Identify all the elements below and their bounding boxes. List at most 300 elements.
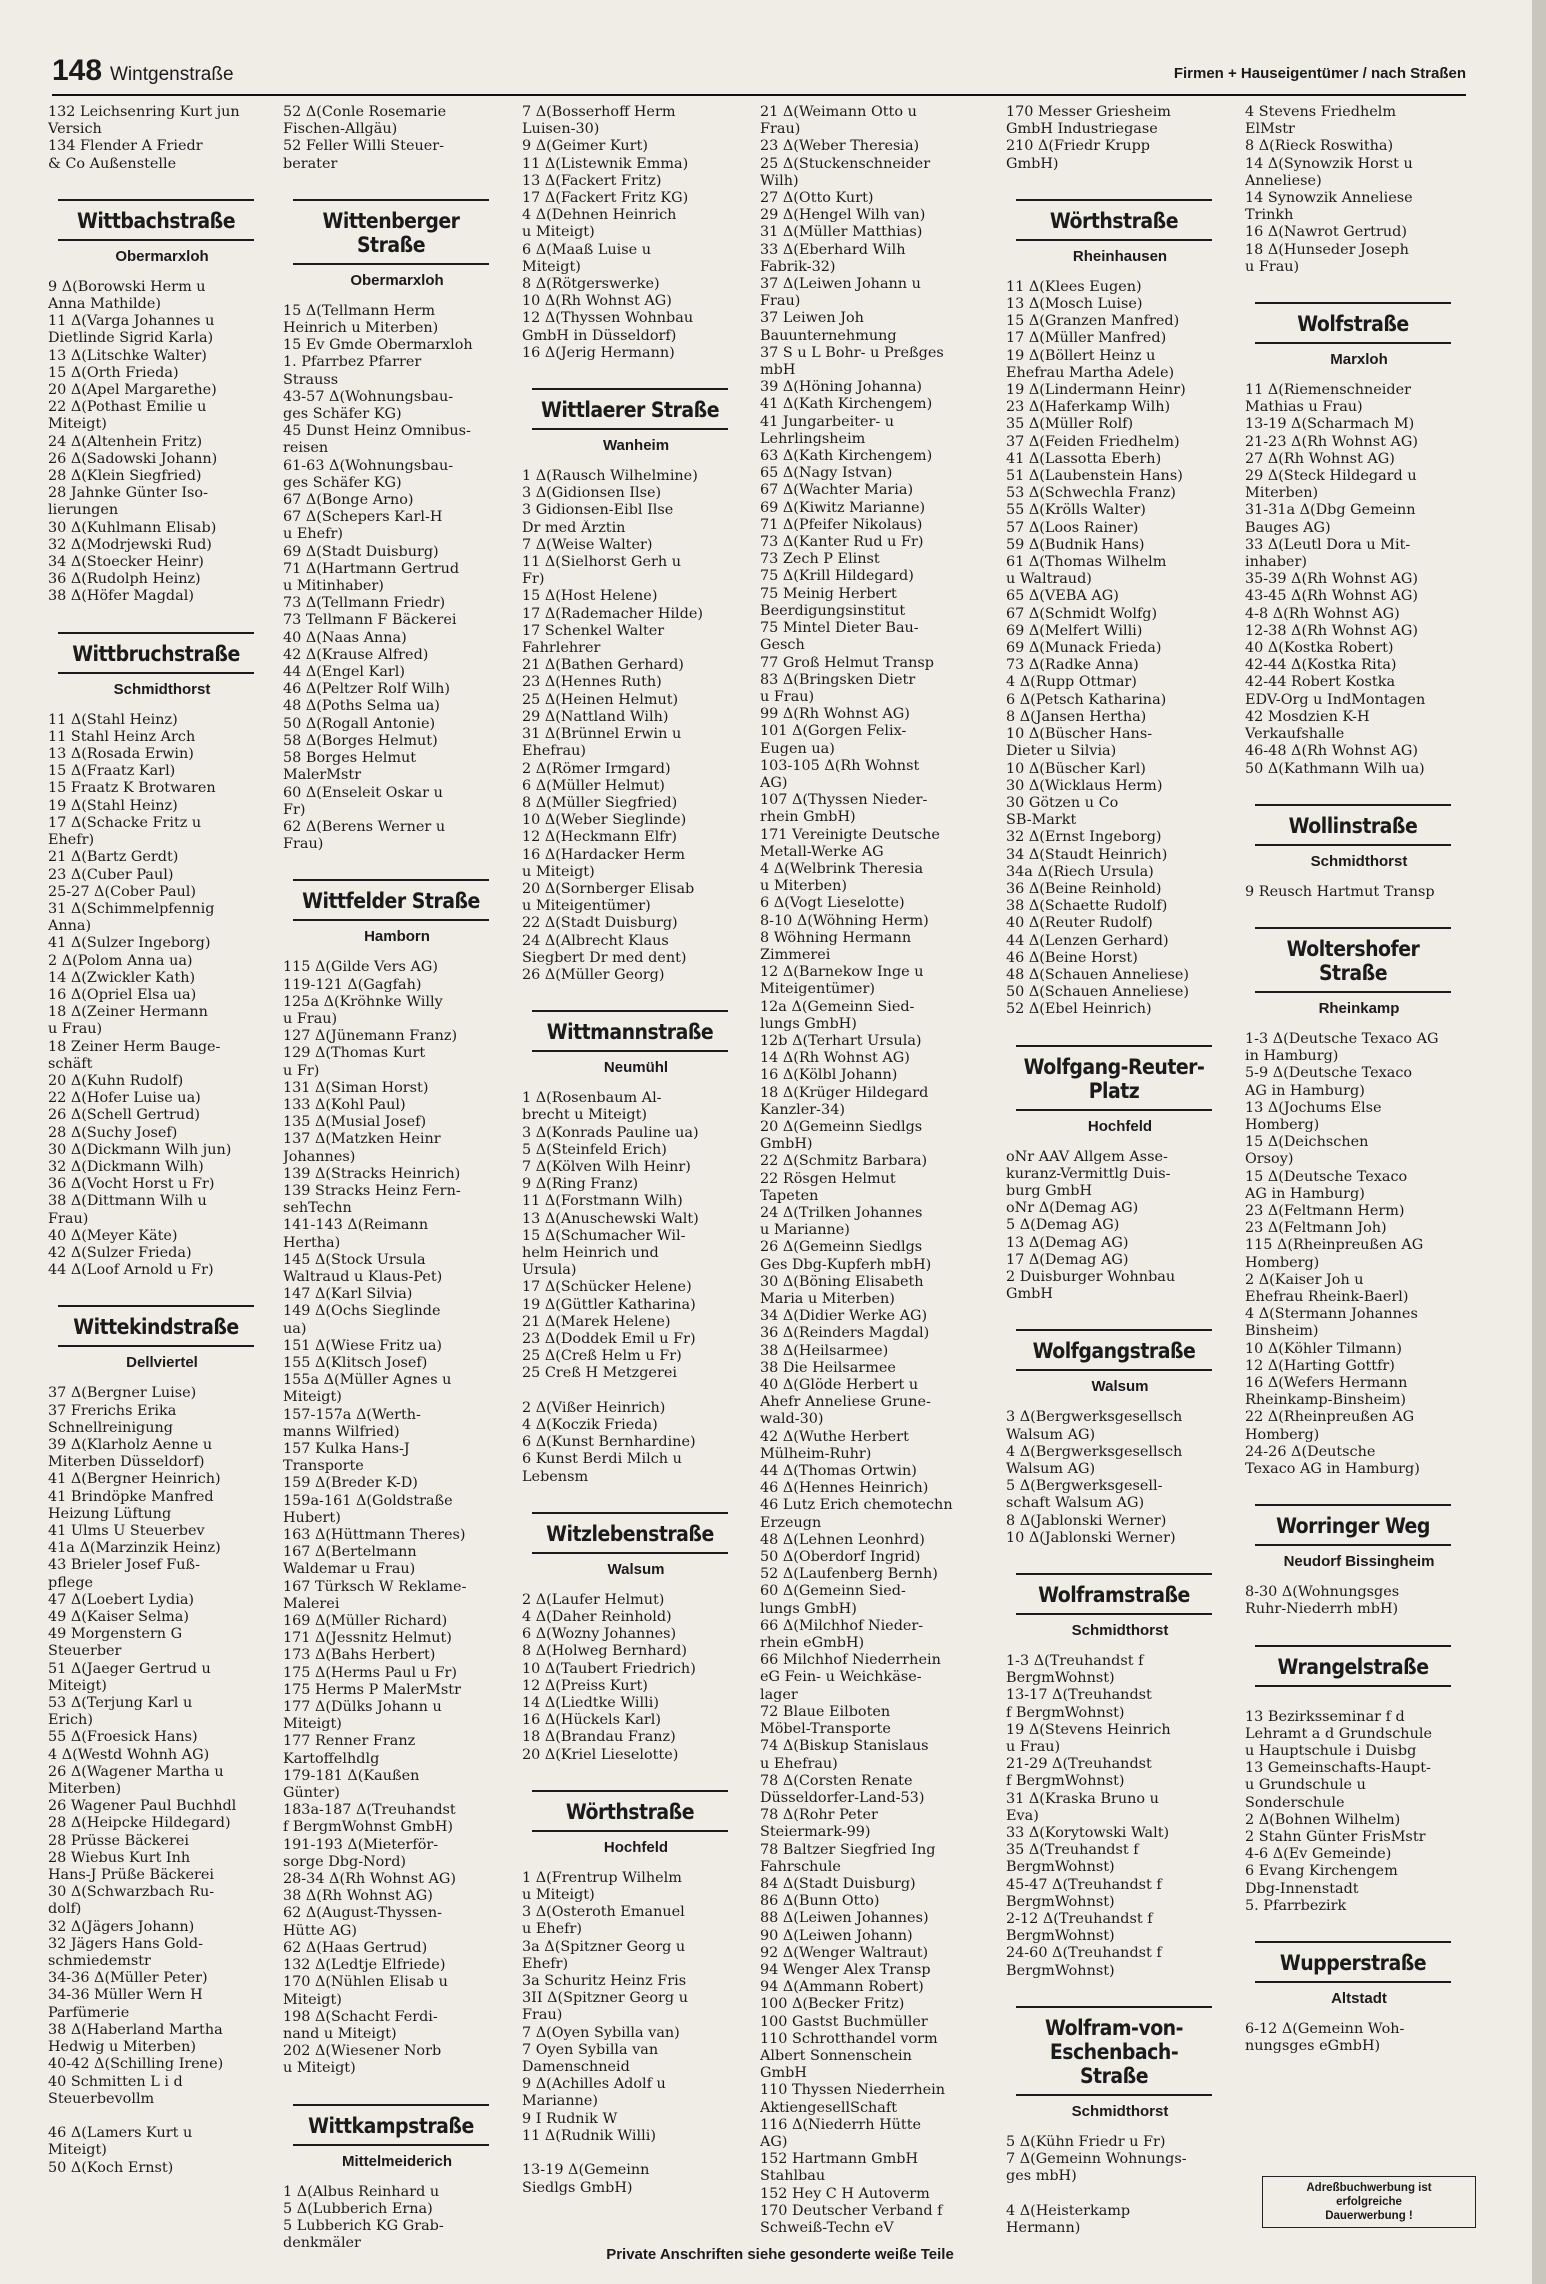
entry-line: 134 Flender A Friedr <box>48 138 203 155</box>
entry-line: 155 Δ(Klitsch Josef) <box>283 1354 428 1371</box>
entry-line: 26 Δ(Schell Gertrud) <box>48 1107 201 1124</box>
entry-line: 133 Δ(Kohl Paul) <box>283 1096 406 1113</box>
entry-line: 13-17 Δ(Treuhandst <box>1006 1687 1152 1704</box>
entry-line: 15 Δ(Fraatz Karl) <box>48 763 176 780</box>
entry-line: lager <box>760 1686 798 1703</box>
entry-line: 16 Δ(Wefers Hermann <box>1245 1374 1408 1391</box>
entry-line: 24 Δ(Altenhein Fritz) <box>48 433 203 450</box>
entry-line: ua) <box>283 1320 307 1337</box>
entry-line: u Ehefr) <box>522 1921 582 1938</box>
district-label: Neudorf Bissingheim <box>1283 1553 1435 1571</box>
entry-line: Anna) <box>48 918 92 935</box>
entry-line: 40-42 Δ(Schilling Irene) <box>48 2056 224 2073</box>
entry-line: 19 Δ(Lindermann Heinr) <box>1006 382 1186 399</box>
entry-line: Bauges AG) <box>1245 519 1331 536</box>
entry-line: 2 Δ(Laufer Helmut) <box>522 1591 665 1608</box>
entry-line: oNr AAV Allgem Asse- <box>1006 1148 1168 1165</box>
entry-line: 141-143 Δ(Reimann <box>283 1217 429 1234</box>
entry-line: u Frau) <box>1245 258 1300 275</box>
entry-line: 179-181 Δ(Kaußen <box>283 1767 420 1784</box>
entry-line: Düsseldorfer-Land-53) <box>760 1789 925 1806</box>
entry-line: 17 Δ(Müller Manfred) <box>1006 330 1167 347</box>
entry-line: 2 Stahn Günter FrisMstr <box>1245 1829 1426 1846</box>
entry-line: 20 Δ(Apel Margarethe) <box>48 382 217 399</box>
entry-line: 52 Δ(Conle Rosemarie <box>283 104 447 120</box>
entry-line: 24-60 Δ(Treuhandst f <box>1006 1945 1162 1962</box>
entry-line: 4 Stevens Friedhelm <box>1245 104 1396 120</box>
entry-line: Frau) <box>760 293 801 310</box>
entry-line: 40 Δ(Naas Anna) <box>283 629 407 646</box>
entry-line: u Frau) <box>1006 1739 1061 1756</box>
entry-line: u Grundschule u <box>1245 1777 1366 1794</box>
entry-line: 163 Δ(Hüttmann Theres) <box>283 1527 466 1544</box>
entry-line: 25-27 Δ(Cober Paul) <box>48 883 197 900</box>
entry-line: 177 Renner Franz <box>283 1733 416 1750</box>
district-label: Walsum <box>607 1560 665 1578</box>
entry-line: Waldemar u Frau) <box>283 1561 416 1578</box>
entry-line: 40 Δ(Reuter Rudolf) <box>1006 915 1153 932</box>
entry-line: GmbH <box>760 2065 807 2082</box>
entry-line: 19 Δ(Güttler Katharina) <box>522 1296 696 1313</box>
entry-line: 13 Bezirksseminar f d <box>1245 1708 1405 1725</box>
entry-line: u Mitinhaber) <box>283 578 384 595</box>
entry-line: 37 Δ(Bergner Luise) <box>48 1385 197 1402</box>
entry-line: GmbH Industriegase <box>1006 121 1158 138</box>
entry-line: Frau) <box>283 836 324 853</box>
entry-line: AG in Hamburg) <box>1245 1185 1365 1202</box>
entry-line: 27 Δ(Rh Wohnst AG) <box>1245 450 1395 467</box>
entry-line: denkmäler <box>283 2235 361 2252</box>
entry-line: Möbel-Transporte <box>760 1721 891 1738</box>
entry-line: f BergmWohnst) <box>1006 1773 1125 1790</box>
entry-line: 45 Dunst Heinz Omnibus- <box>283 423 471 440</box>
entry-line: 16 Δ(Hardacker Herm <box>522 846 686 863</box>
district-label: Schmidthorst <box>1310 852 1408 870</box>
entry-line: 14 Δ(Liedtke Willi) <box>522 1695 659 1712</box>
entry-line: 66 Δ(Milchhof Nieder- <box>760 1617 924 1634</box>
street-heading: Wolfgang-Reuter-Platz <box>1016 1045 1212 1111</box>
entry-line: 71 Δ(Pfeifer Nikolaus) <box>760 516 923 533</box>
entry-line: 12-38 Δ(Rh Wohnst AG) <box>1245 622 1419 639</box>
entry-line: 169 Δ(Müller Richard) <box>283 1613 448 1630</box>
entry-line: 107 Δ(Thyssen Nieder- <box>760 792 928 809</box>
entry-line: MalerMstr <box>283 767 362 784</box>
entry-line: 27 Δ(Otto Kurt) <box>760 190 874 207</box>
district-label: Schmidthorst <box>113 680 211 698</box>
entry-line: 50 Δ(Koch Ernst) <box>48 2159 174 2176</box>
entry-line: 59 Δ(Budnik Hans) <box>1006 536 1145 553</box>
street-heading: Worringer Weg <box>1255 1504 1451 1546</box>
entry-line: 17 Δ(Schücker Helene) <box>522 1279 692 1296</box>
entry-line: Rheinkamp-Binsheim) <box>1245 1392 1406 1409</box>
entry-line: Miterben Düsseldorf) <box>48 1454 205 1471</box>
entry-line: 4 Δ(Welbrink Theresia <box>760 860 924 877</box>
entry-line: 4 Δ(Stermann Johannes <box>1245 1306 1418 1323</box>
street-heading: Wittlaerer Straße <box>532 388 728 430</box>
entry-line: 191-193 Δ(Mieterför- <box>283 1836 439 1853</box>
entry-line: Lebensm <box>522 1468 589 1485</box>
entry-line: 2 Δ(Vißer Heinrich) <box>522 1399 666 1416</box>
entry-line: 69 Δ(Melfert Willi) <box>1006 622 1143 639</box>
entry-line: 4 Δ(Koczik Frieda) <box>522 1417 658 1433</box>
entry-line: 5 Δ(Steinfeld Erich) <box>522 1141 667 1158</box>
entry-line: Steiermark-99) <box>760 1824 871 1841</box>
entry-line: 4-8 Δ(Rh Wohnst AG) <box>1245 605 1400 622</box>
entry-line: 11 Δ(Stahl Heinz) <box>48 711 178 728</box>
entry-line: 69 Δ(Stadt Duisburg) <box>283 543 439 560</box>
entry-line: 37 Δ(Leiwen Johann u <box>760 276 921 293</box>
entry-line: 155a Δ(Müller Agnes u <box>283 1372 452 1389</box>
entry-line: sorge Dbg-Nord) <box>283 1853 407 1870</box>
entry-line: 9 I Rudnik W <box>522 2110 618 2127</box>
ad-line: Dauerwerbung ! <box>1325 2210 1413 2222</box>
entry-line: Stahlbau <box>760 2168 826 2185</box>
entry-line: f BergmWohnst GmbH) <box>283 1819 454 1836</box>
entry-line: Parfümerie <box>48 2004 130 2021</box>
entry-line: 30 Götzen u Co <box>1006 794 1119 811</box>
column-1 <box>48 104 276 2254</box>
entry-line: 73 Δ(Tellmann Friedr) <box>283 595 446 612</box>
entry-line: GmbH <box>1006 1286 1053 1303</box>
entry-line: 26 Δ(Müller Georg) <box>522 966 665 983</box>
entry-line: 1-3 Δ(Deutsche Texaco AG <box>1245 1030 1439 1047</box>
entry-line: 1 Δ(Rosenbaum Al- <box>522 1090 662 1107</box>
entry-line: 175 Δ(Herms Paul u Fr) <box>283 1664 457 1681</box>
entry-line: 6 Evang Kirchengem <box>1245 1863 1398 1880</box>
entry-line: 35 Δ(Treuhandst f <box>1006 1842 1139 1859</box>
entry-line: 19 Δ(Stahl Heinz) <box>48 797 178 814</box>
entry-line: 6 Δ(Kunst Bernhardine) <box>522 1434 696 1451</box>
entry-line: 38 Δ(Haberland Martha <box>48 2021 223 2038</box>
entry-line: Eva) <box>1006 1807 1039 1824</box>
entry-line: 36 Δ(Rudolph Heinz) <box>48 571 201 588</box>
entry-line: Hans-J Prüße Bäckerei <box>48 1867 214 1884</box>
entry-line: 15 Δ(Granzen Manfred) <box>1006 313 1180 330</box>
entry-line: 100 Δ(Becker Fritz) <box>760 1996 905 2013</box>
entry-line: Miteigt) <box>48 416 107 433</box>
entry-line: Miteigt) <box>48 1677 107 1694</box>
entry-line: 78 Baltzer Siegfried Ing <box>760 1841 936 1858</box>
entry-line: 8 Δ(Rieck Roswitha) <box>1245 138 1394 155</box>
entry-line: sehTechn <box>283 1200 352 1217</box>
entry-line: Dieter u Silvia) <box>1006 743 1117 760</box>
entry-line: 44 Δ(Thomas Ortwin) <box>760 1463 917 1480</box>
entry-line: 5 Δ(Demag AG) <box>1006 1217 1120 1234</box>
entry-line: 18 Δ(Hunseder Joseph <box>1245 241 1409 258</box>
entry-line: 31 Δ(Müller Matthias) <box>760 224 923 241</box>
entry-line: Kartoffelhdlg <box>283 1750 380 1767</box>
entry-line: Miterben) <box>48 1781 122 1798</box>
entry-line: 30 Δ(Schwarzbach Ru- <box>48 1884 215 1901</box>
entry-line: Steuerbevollm <box>48 2090 155 2107</box>
entry-line: 72 Blaue Eilboten <box>760 1703 891 1720</box>
entry-line: kuranz-Vermittlg Duis- <box>1006 1165 1171 1182</box>
entry-line: Miteigentümer) <box>760 981 875 998</box>
entry-line: 6 Δ(Wozny Johannes) <box>522 1626 677 1643</box>
entry-line: 167 Türksch W Reklame- <box>283 1578 467 1595</box>
street-heading: Wittekindstraße <box>58 1305 254 1347</box>
entry-line: 11 Δ(Sielhorst Gerh u <box>522 554 682 571</box>
entry-line: 3 Δ(Bergwerksgesellsch <box>1006 1409 1183 1426</box>
entry-line: 157-157a Δ(Werth- <box>283 1406 421 1423</box>
district-label: Hochfeld <box>1087 1117 1153 1135</box>
entry-line: 92 Δ(Wenger Waltraut) <box>760 1944 929 1961</box>
page-number: 148 <box>52 54 103 87</box>
entry-line: 73 Δ(Kanter Rud u Fr) <box>760 534 924 551</box>
entry-line: Frau) <box>760 121 801 138</box>
entry-line: Eugen ua) <box>760 740 835 757</box>
entry-line: 44 Δ(Lenzen Gerhard) <box>1006 932 1169 949</box>
column-5 <box>1006 104 1234 2254</box>
entry-line: 15 Δ(Orth Frieda) <box>48 364 179 381</box>
entry-line: 21 Δ(Marek Helene) <box>522 1313 671 1330</box>
entry-line: 15 Δ(Deutsche Texaco <box>1245 1168 1408 1185</box>
entry-line: 50 Δ(Oberdorf Ingrid) <box>760 1549 921 1566</box>
entry-line: 4 Δ(Heisterkamp <box>1006 2202 1131 2219</box>
entry-line: 14 Synowzik Anneliese <box>1245 190 1413 207</box>
entry-line: 69 Δ(Kiwitz Marianne) <box>760 499 926 516</box>
entry-line: Frau) <box>522 2007 563 2024</box>
page-footer: Private Anschriften siehe gesonderte weiße Teile <box>606 2246 954 2263</box>
entry-line: 30 Δ(Wicklaus Herm) <box>1006 777 1163 794</box>
entry-line: 21 Δ(Bathen Gerhard) <box>522 657 684 674</box>
entry-line: 46-48 Δ(Rh Wohnst AG) <box>1245 743 1419 760</box>
entry-line: Günter) <box>283 1785 340 1802</box>
entry-line: 22 Δ(Stadt Duisburg) <box>522 915 678 932</box>
entry-line: 52 Δ(Ebel Heinrich) <box>1006 1001 1152 1018</box>
page-header <box>52 48 1466 96</box>
entry-line: Miteigt) <box>48 2142 107 2159</box>
entry-line: 58 Borges Helmut <box>283 750 417 767</box>
page-edge <box>1532 0 1546 2284</box>
entry-line: 28 Jahnke Günter Iso- <box>48 485 208 502</box>
entry-line: u Ehefrau) <box>760 1755 838 1772</box>
entry-line: 15 Ev Gmde Obermarxloh <box>283 337 473 354</box>
entry-line: 5 Δ(Bergwerksgesell- <box>1006 1478 1163 1495</box>
entry-line: 9 Δ(Ring Franz) <box>522 1176 639 1193</box>
entry-line: 21 Δ(Bartz Gerdt) <box>48 849 179 866</box>
district-label: Hochfeld <box>603 1838 669 1856</box>
entry-line: 62 Δ(August-Thyssen- <box>283 1905 442 1922</box>
entry-line: 78 Δ(Rohr Peter <box>760 1807 878 1824</box>
entry-line: 40 Δ(Meyer Käte) <box>48 1227 178 1244</box>
entry-line: 3 Δ(Gidionsen Ilse) <box>522 485 662 502</box>
entry-line: Fr) <box>522 571 545 588</box>
entry-line: Lehrlingsheim <box>760 430 866 447</box>
entry-line: 15 Δ(Tellmann Herm <box>283 302 436 319</box>
entry-line: 24 Δ(Albrecht Klaus <box>522 932 669 949</box>
entry-line: 48 Δ(Schauen Anneliese) <box>1006 966 1189 983</box>
entry-line: 198 Δ(Schacht Ferdi- <box>283 2008 438 2025</box>
entry-line: 24 Δ(Trilken Johannes <box>760 1205 923 1221</box>
entry-line: 11 Δ(Riemenschneider <box>1245 382 1411 399</box>
entry-line: 13 Gemeinschafts-Haupt- <box>1245 1760 1431 1777</box>
entry-line: 17 Δ(Schacke Fritz u <box>48 814 202 831</box>
entry-line: Homberg) <box>1245 1116 1320 1133</box>
entry-line: 37 Leiwen Joh <box>760 310 864 327</box>
entry-line: Mülheim-Ruhr) <box>760 1445 872 1462</box>
entry-line: GmbH in Düsseldorf) <box>522 327 677 344</box>
entry-line: 60 Δ(Enseleit Oskar u <box>283 784 443 801</box>
entry-line: 62 Δ(Haas Gertrud) <box>283 1939 428 1956</box>
entry-line: 61-63 Δ(Wohnungsbau- <box>283 457 454 474</box>
entry-line: ElMstr <box>1245 121 1295 138</box>
entry-line: Dietlinde Sigrid Karla) <box>48 330 214 347</box>
street-heading: Wittbruchstraße <box>58 632 254 674</box>
entry-line: Erzeugn <box>760 1514 822 1531</box>
entry-line: 5 Δ(Lubberich Erna) <box>283 2200 433 2217</box>
entry-line: u Frau) <box>283 1010 338 1027</box>
entry-line: 15 Δ(Host Helene) <box>522 588 658 605</box>
entry-line: Hubert) <box>283 1509 341 1526</box>
entry-line: 115 Δ(Rheinpreußen AG <box>1245 1237 1424 1254</box>
street-heading: Wittfelder Straße <box>293 879 489 921</box>
entry-line: 103-105 Δ(Rh Wohnst <box>760 757 920 774</box>
entry-line: 8 Δ(Jablonski Werner) <box>1006 1512 1167 1529</box>
entry-line: Siegbert Dr med dent) <box>522 949 687 966</box>
column-2 <box>283 104 511 2254</box>
entry-line: 6 Kunst Berdi Milch u <box>522 1451 682 1468</box>
street-heading: Wollinstraße <box>1255 804 1451 846</box>
entry-line: 30 Δ(Dickmann Wilh jun) <box>48 1141 232 1158</box>
entry-line: 170 Deutscher Verband f <box>760 2202 943 2219</box>
entry-line: Anneliese) <box>1245 172 1322 189</box>
street-heading: Wolfgangstraße <box>1016 1329 1212 1371</box>
entry-line: 31 Δ(Schimmelpfennig <box>48 900 215 917</box>
entry-line: 12 Δ(Heckmann Elfr) <box>522 829 678 846</box>
entry-line: 73 Zech P Elinst <box>760 551 880 568</box>
entry-line: 13 Δ(Jochums Else <box>1245 1099 1382 1116</box>
entry-line: u Frau) <box>760 688 815 705</box>
street-heading: Wolfram-von-Eschenbach-Straße <box>1016 2006 1212 2096</box>
entry-line: 137 Δ(Matzken Heinr <box>283 1131 441 1148</box>
entry-line: 4 Δ(Westd Wohnh AG) <box>48 1746 210 1763</box>
entry-line: eG Fein- u Weichkäse- <box>760 1669 922 1686</box>
district-label: Rheinkamp <box>1318 999 1400 1017</box>
entry-line: 119-121 Δ(Gagfah) <box>283 976 422 993</box>
entry-line: AktiengesellSchaft <box>760 2099 897 2116</box>
entry-line: 1. Pfarrbez Pfarrer <box>283 354 422 371</box>
entry-line: 28-34 Δ(Rh Wohnst AG) <box>283 1871 457 1888</box>
entry-line: Strauss <box>283 371 339 388</box>
entry-line: Waltraud u Klaus-Pet) <box>283 1268 443 1285</box>
entry-line: Ehefrau) <box>522 743 586 760</box>
entry-line: 31-31a Δ(Dbg Gemeinn <box>1245 502 1416 519</box>
entry-line: 17 Δ(Rademacher Hilde) <box>522 605 703 622</box>
column-4 <box>760 104 988 2254</box>
entry-line: 67 Δ(Schepers Karl-H <box>283 509 443 526</box>
entry-line: 10 Δ(Büscher Karl) <box>1006 760 1146 777</box>
entry-line: Hertha) <box>283 1234 341 1251</box>
entry-line: 34 Δ(Didier Werke AG) <box>760 1308 928 1325</box>
entry-line: 26 Δ(Sadowski Johann) <box>48 450 218 467</box>
entry-line: 16 Δ(Jerig Hermann) <box>522 344 675 361</box>
entry-line: lierungen <box>48 502 119 519</box>
entry-line: 28 Δ(Heipcke Hildegard) <box>48 1815 231 1832</box>
entry-line: Ahefr Anneliese Grune- <box>760 1394 931 1411</box>
entry-line: 69 Δ(Munack Frieda) <box>1006 640 1162 657</box>
entry-line: 3 Δ(Osteroth Emanuel <box>522 1904 685 1921</box>
entry-line: 45-47 Δ(Treuhandst f <box>1006 1876 1162 1893</box>
entry-line: 171 Δ(Jessnitz Helmut) <box>283 1630 452 1647</box>
entry-line: 46 Δ(Lamers Kurt u <box>48 2125 193 2142</box>
street-heading: Wittmannstraße <box>532 1010 728 1052</box>
district-label: Obermarxloh <box>350 271 444 289</box>
ad-box <box>1262 2176 1476 2228</box>
entry-line: 26 Δ(Gemeinn Siedlgs <box>760 1239 923 1256</box>
entry-line: 41 Brindöpke Manfred <box>48 1488 214 1505</box>
entry-line: Steuerber <box>48 1643 122 1660</box>
entry-line: 46 Δ(Hennes Heinrich) <box>760 1480 929 1497</box>
street-heading: Wörthstraße <box>532 1790 728 1832</box>
entry-line: 9 Reusch Hartmut Transp <box>1245 883 1435 900</box>
entry-line: 34a Δ(Riech Ursula) <box>1006 863 1154 880</box>
entry-line: ges Schäfer KG) <box>283 406 402 423</box>
entry-line: 26 Wagener Paul Buchhdl <box>48 1798 237 1815</box>
entry-line: u Ehefr) <box>283 526 343 543</box>
entry-line: mbH <box>760 362 796 379</box>
entry-line: BergmWohnst) <box>1006 1928 1115 1945</box>
entry-line: 6 Δ(Petsch Katharina) <box>1006 691 1167 708</box>
entry-line: burg GmbH <box>1006 1182 1093 1199</box>
entry-line: Fabrik-32) <box>760 258 836 275</box>
entry-line: 1 Δ(Frentrup Wilhelm <box>522 1869 682 1886</box>
entry-line: BergmWohnst) <box>1006 1859 1115 1876</box>
entry-line: 149 Δ(Ochs Sieglinde <box>283 1303 441 1320</box>
entry-line: 127 Δ(Jünemann Franz) <box>283 1028 458 1045</box>
entry-line: 16 Δ(Nawrot Gertrud) <box>1245 224 1407 241</box>
entry-line: 22 Rösgen Helmut <box>760 1170 896 1187</box>
entry-line: 12a Δ(Gemeinn Sied- <box>760 998 915 1015</box>
entry-line: 23 Δ(Cuber Paul) <box>48 866 174 883</box>
entry-line: 21-29 Δ(Treuhandst <box>1006 1756 1152 1773</box>
entry-line: 75 Meinig Herbert <box>760 585 897 602</box>
entry-line: Walsum AG) <box>1006 1426 1096 1443</box>
entry-line: 48 Δ(Lehnen Leonhrd) <box>760 1531 925 1548</box>
entry-line: 139 Stracks Heinz Fern- <box>283 1182 461 1199</box>
entry-line: 49 Δ(Kaiser Selma) <box>48 1609 189 1626</box>
entry-line: 17 Δ(Fackert Fritz KG) <box>522 190 689 207</box>
entry-line: 25 Creß H Metzgerei <box>522 1365 677 1382</box>
entry-line: Homberg) <box>1245 1426 1320 1443</box>
entry-line: Fischen-Allgäu) <box>283 121 398 138</box>
entry-line: 101 Δ(Gorgen Felix- <box>760 723 907 740</box>
entry-line: 13 Δ(Mosch Luise) <box>1006 296 1143 313</box>
entry-line: Schweiß-Techn eV <box>760 2219 894 2236</box>
entry-line: 21 Δ(Weimann Otto u <box>760 104 917 120</box>
entry-line: 20 Δ(Sornberger Elisab <box>522 880 695 897</box>
entry-line: 15 Fraatz K Brotwaren <box>48 780 216 797</box>
entry-line: 115 Δ(Gilde Vers AG) <box>283 959 438 976</box>
entry-line: 7 Δ(Kölven Wilh Heinr) <box>522 1158 691 1175</box>
entry-line: 20 Δ(Kuhn Rudolf) <box>48 1072 184 1089</box>
entry-line: 33 Δ(Korytowski Walt) <box>1006 1825 1170 1842</box>
entry-line: 46 Δ(Peltzer Rolf Wilh) <box>283 681 451 698</box>
entry-line: 23 Δ(Weber Theresia) <box>760 138 920 155</box>
entry-line: schaft Walsum AG) <box>1006 1495 1145 1512</box>
street-heading: Wolframstraße <box>1016 1573 1212 1615</box>
entry-line: SB-Markt <box>1006 812 1077 829</box>
entry-line: 73 Δ(Radke Anna) <box>1006 657 1139 674</box>
entry-line: 66 Milchhof Niederrhein <box>760 1652 941 1669</box>
entry-line: Sonderschule <box>1245 1794 1345 1811</box>
entry-line: 16 Δ(Hückels Karl) <box>522 1712 661 1729</box>
entry-line: schmiedemstr <box>48 1953 151 1970</box>
street-heading: Wolfstraße <box>1255 302 1451 344</box>
entry-line: 48 Δ(Poths Selma ua) <box>283 698 440 715</box>
entry-line: Ges Dbg-Kupferh mbH) <box>760 1256 932 1273</box>
entry-line: 38 Δ(Rh Wohnst AG) <box>283 1888 433 1905</box>
